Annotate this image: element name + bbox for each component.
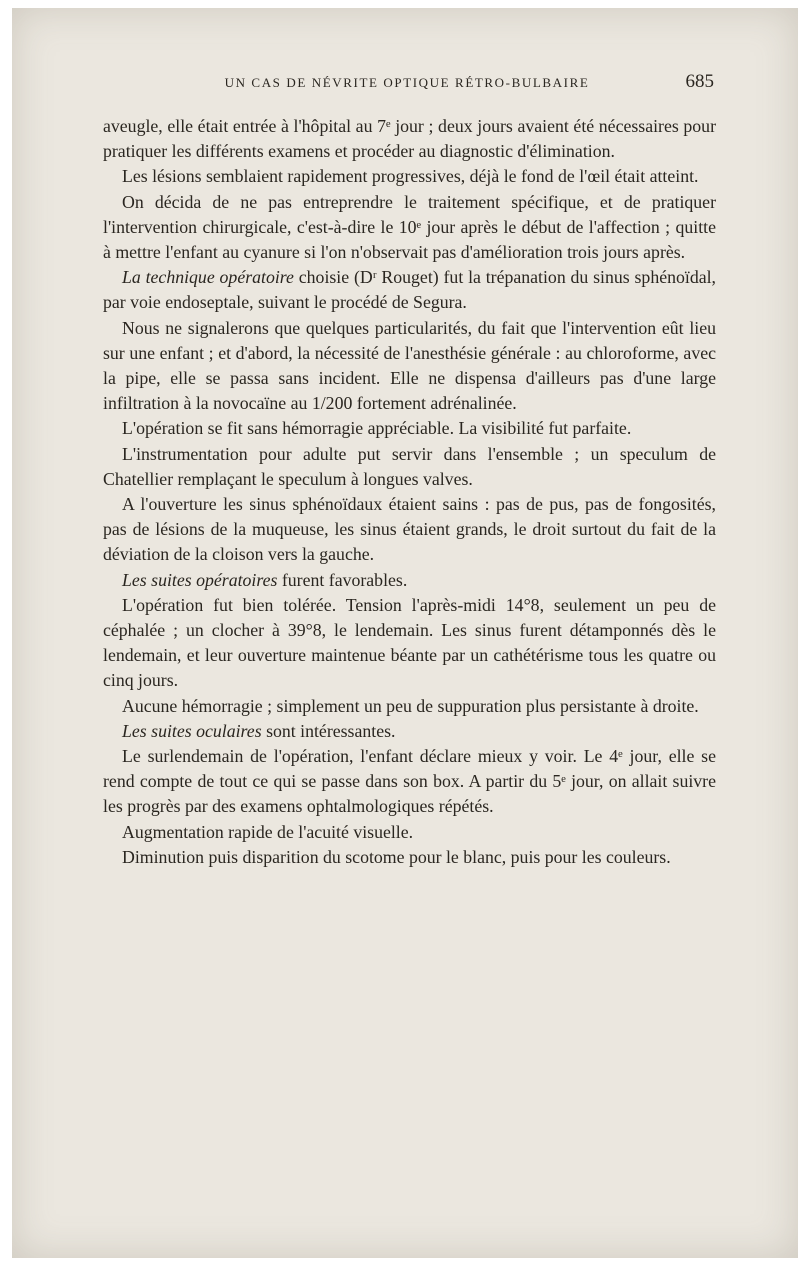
paragraph-4-text: choisie (Dʳ Rouget) fut la trépanation du sinus sphénoïdal, par voie endoseptale, suivant le procédé de Segura. xyxy=(103,267,716,313)
paragraph-15: Diminution puis disparition du scotome pour le blanc, puis pour les couleurs. xyxy=(122,846,671,867)
section-heading-technique: La technique opératoire xyxy=(122,267,294,288)
paragraph-9 xyxy=(103,568,716,593)
paragraph-9-text: furent favorables. xyxy=(277,569,408,590)
running-title: UN CAS DE NÉVRITE OPTIQUE RÉTRO-BULBAIRE xyxy=(224,75,590,90)
paragraph-8: A l'ouverture les sinus sphénoïdaux étaient sains : pas de pus, pas de fongosités, pas de lésions de la muqueuse, les sinus étaient grands, le droit surtout du fait de la déviation de la cloison vers la gauche. xyxy=(103,494,716,565)
paragraph-1: aveugle, elle était entrée à l'hôpital au 7ᵉ jour ; deux jours avaient été nécessaires pour pratiquer les différents examens et procéder au diagnostic d'élimination. xyxy=(103,116,716,162)
body-text xyxy=(103,114,716,870)
paragraph-2: Les lésions semblaient rapidement progressives, déjà le fond de l'œil était atteint. xyxy=(122,166,699,187)
paragraph-12 xyxy=(103,719,716,744)
paragraph-11: Aucune hémorragie ; simplement un peu de suppuration plus persistante à droite. xyxy=(122,695,699,716)
page-header xyxy=(100,71,714,95)
section-heading-suites-oculaires: Les suites oculaires xyxy=(122,720,262,741)
paragraph-7: L'instrumentation pour adulte put servir dans l'ensemble ; un speculum de Chatellier remplaçant le speculum à longues valves. xyxy=(103,443,716,489)
paragraph-12-text: sont intéressantes. xyxy=(261,720,396,741)
page-number: 685 xyxy=(685,71,714,92)
paragraph-4 xyxy=(103,265,716,315)
paragraph-10: L'opération fut bien tolérée. Tension l'après-midi 14°8, seulement un peu de céphalée ; un clocher à 39°8, le lendemain. Les sinus furent détamponnés dès le lendemain, et leur ouverture maintenue béante par un cathétérisme tous les quatre ou cinq jours. xyxy=(103,594,716,691)
paragraph-3: On décida de ne pas entreprendre le traitement spécifique, et de pratiquer l'intervention chirurgicale, c'est-à-dire le 10ᵉ jour après le début de l'affection ; quitte à mettre l'enfant au cyanure si l'on n'observait pas d'amélioration trois jours après. xyxy=(103,191,716,263)
paragraph-6: L'opération se fit sans hémorragie appréciable. La visibilité fut parfaite. xyxy=(122,418,632,439)
paragraph-14: Augmentation rapide de l'acuité visuelle. xyxy=(122,821,414,842)
paragraph-13: Le surlendemain de l'opération, l'enfant déclare mieux y voir. Le 4ᵉ jour, elle se rend compte de tout ce qui se passe dans son box. A partir du 5ᵉ jour, on allait suivre les progrès par des examens ophtalmologiques répétés. xyxy=(103,746,716,817)
section-heading-suites-operatoires: Les suites opératoires xyxy=(122,569,278,590)
paragraph-5: Nous ne signalerons que quelques particularités, du fait que l'intervention eût lieu sur une enfant ; et d'abord, la nécessité de l'anesthésie générale : au chloroforme, avec la pipe, elle se passa sans incident. Elle ne dispensa d'ailleurs pas d'une large infiltration à la novocaïne au 1/200 fortement adrénalinée. xyxy=(103,317,716,414)
